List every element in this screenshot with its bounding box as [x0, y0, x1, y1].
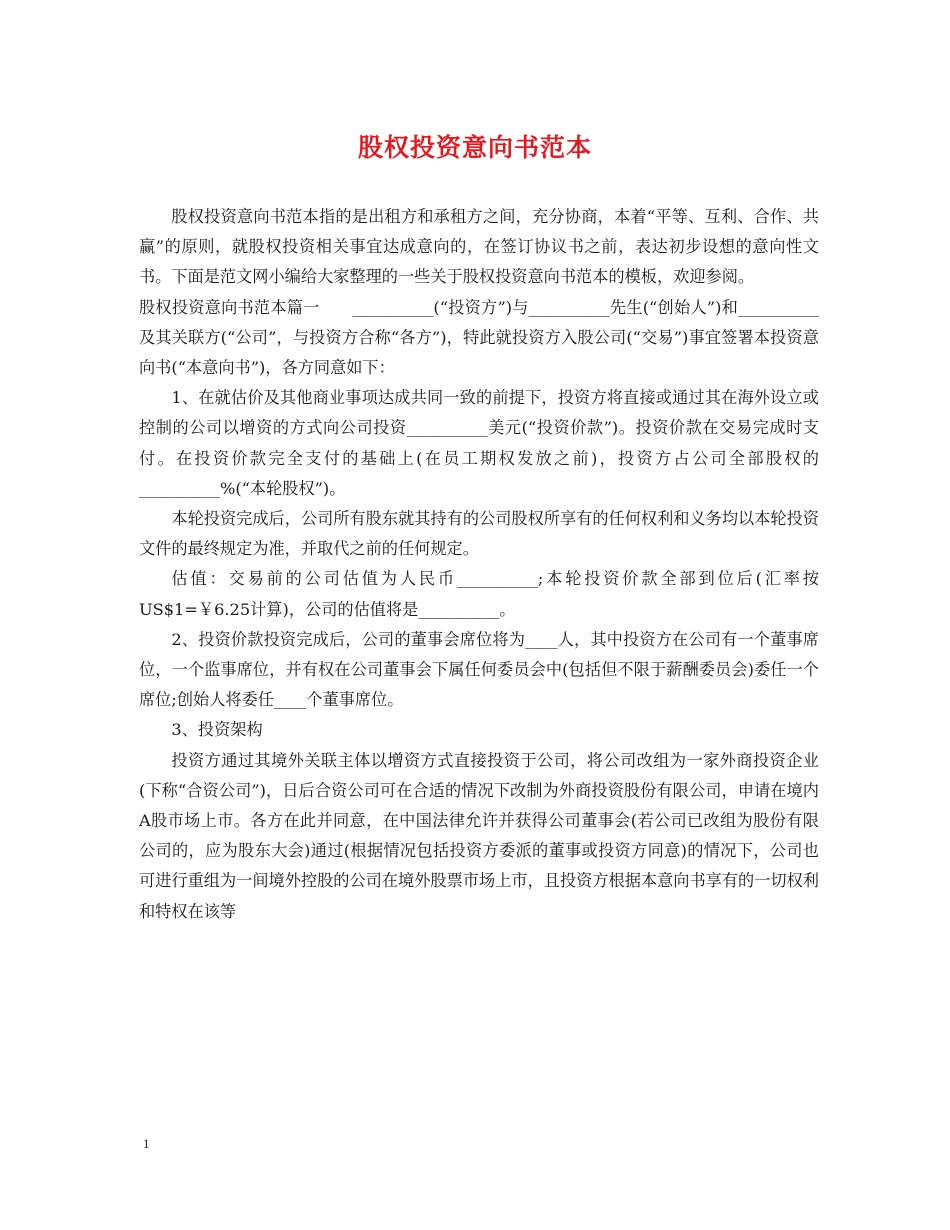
- page-number: 1: [143, 1136, 150, 1151]
- paragraph-clause-2: 2、投资价款投资完成后，公司的董事会席位将为____人，其中投资方在公司有一个董事席位，一个监事席位，并有权在公司董事会下属任何委员会中(包括但不限于薪酬委员会)委任一个席位;创始人将委任____个董事席位。: [139, 629, 819, 710]
- paragraph-rights: 本轮投资完成后，公司所有股东就其持有的公司股权所享有的任何权利和义务均以本轮投资文件的最终规定为准，并取代之前的任何规定。: [139, 509, 819, 559]
- paragraph-structure: 投资方通过其境外关联主体以增资方式直接投资于公司，将公司改组为一家外商投资企业(下称“合资公司”)，日后合资公司可在合适的情况下改制为外商投资股份有限公司，申请在境内A股市场上市。各方在此并同意，在中国法律允许并获得公司董事会(若公司已改组为股份有限公司的，应为股东大会)通过(根据情况包括投资方委派的董事或投资方同意)的情况下，公司也可进行重组为一间境外控股的公司在境外股票市场上市，且投资方根据本意向书享有的一切权利和特权在该等: [139, 750, 819, 921]
- paragraph-clause-1: 1、在就估价及其他商业事项达成共同一致的前提下，投资方将直接或通过其在海外设立或控制的公司以增资的方式向公司投资__________美元(“投资价款”)。投资价款在交易完成时支付。在投资价款完全支付的基础上(在员工期权发放之前)，投资方占公司全部股权的__________%(“本轮股权”)。: [139, 388, 819, 498]
- document-body: [139, 202, 819, 927]
- paragraph-valuation: 估值：交易前的公司估值为人民币__________;本轮投资价款全部到位后(汇率按US$1=￥6.25计算)，公司的估值将是__________。: [139, 569, 819, 619]
- paragraph-intro: 股权投资意向书范本指的是出租方和承租方之间，充分协商，本着“平等、互利、合作、共赢”的原则，就股权投资相关事宜达成意向的，在签订协议书之前，表达初步设想的意向性文书。下面是范文网小编给大家整理的一些关于股权投资意向书范本的模板，欢迎参阅。: [139, 207, 819, 287]
- document-title: 股权投资意向书范本: [357, 133, 592, 162]
- paragraph-preamble: 股权投资意向书范本篇一 __________(“投资方”)与__________先生(“创始人”)和__________及其关联方(“公司”，与投资方合称“各方”)，特此就投资方入股公司(“交易”)事宜签署本投资意向书(“本意向书”)，各方同意如下：: [139, 297, 819, 378]
- paragraph-clause-3-heading: 3、投资架构: [171, 720, 263, 740]
